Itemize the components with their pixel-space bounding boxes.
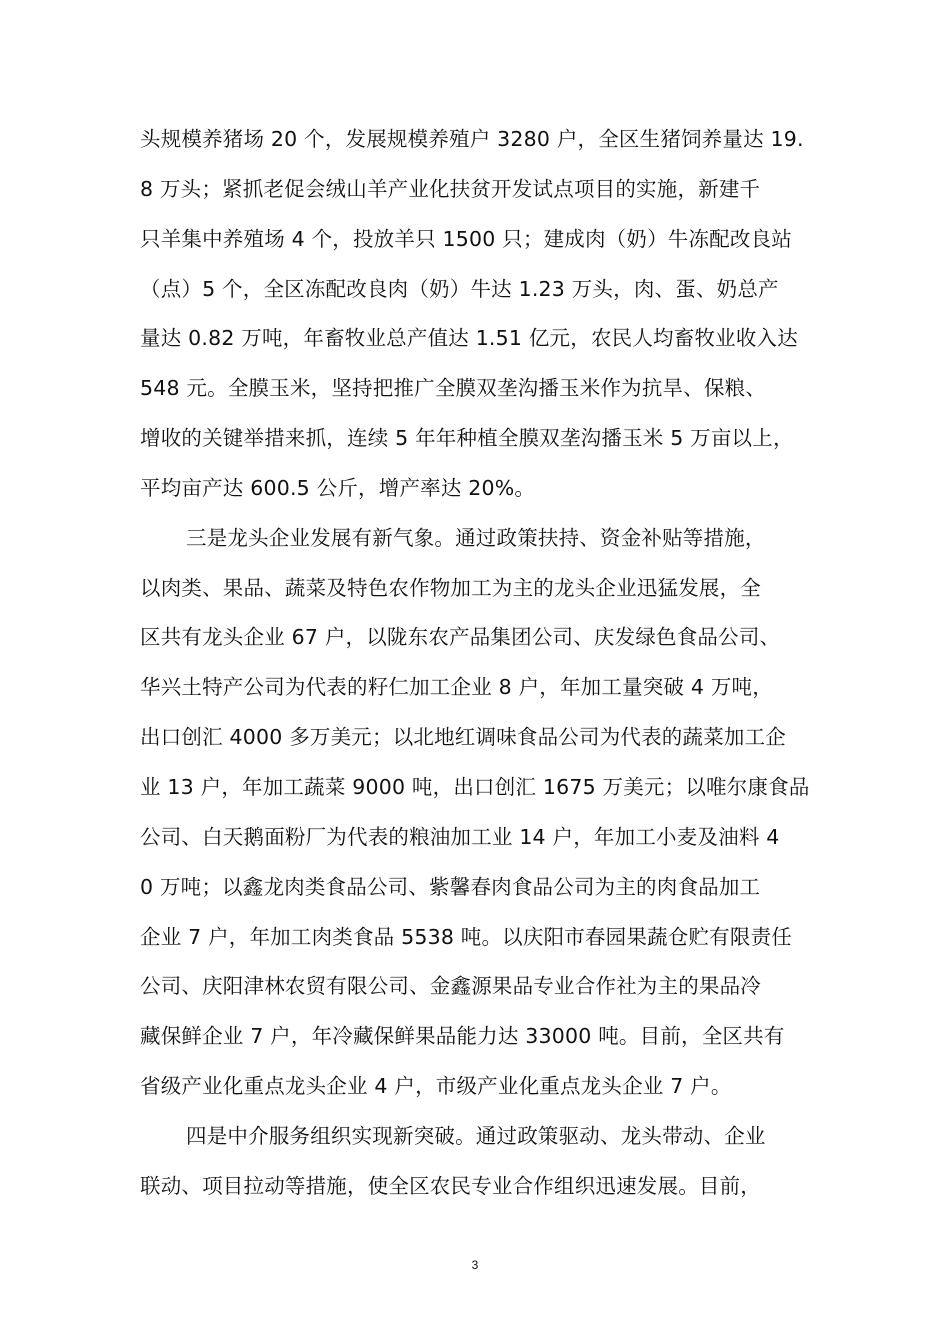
text-line: 公司、白天鹅面粉厂为代表的粮油加工业 14 户，年加工小麦及油料 4 (140, 825, 780, 849)
text-line: 区共有龙头企业 67 户，以陇东农产品集团公司、庆发绿色食品公司、 (140, 625, 781, 649)
text-line: 公司、庆阳津林农贸有限公司、金鑫源果品专业合作社为主的果品冷 (140, 974, 761, 998)
paragraph-start-line: 三是龙头企业发展有新气象。通过政策扶持、资金补贴等措施， (186, 526, 766, 550)
text-line: 藏保鲜企业 7 户，年冷藏保鲜果品能力达 33000 吨。目前，全区共有 (140, 1024, 785, 1048)
text-line: 增收的关键举措来抓，连续 5 年年种植全膜双垄沟播玉米 5 万亩以上， (140, 426, 794, 450)
text-line: 548 元。全膜玉米，坚持把推广全膜双垄沟播玉米作为抗旱、保粮、 (140, 376, 767, 400)
text-line: 出口创汇 4000 多万美元；以北地红调味食品公司为代表的蔬菜加工企 (140, 725, 787, 749)
text-line: 量达 0.82 万吨，年畜牧业总产值达 1.51 亿元，农民人均畜牧业收入达 (140, 326, 798, 350)
text-line: 0 万吨；以鑫龙肉类食品公司、紫馨春肉食品公司为主的肉食品加工 (140, 875, 761, 899)
text-line: 头规模养猪场 20 个，发展规模养殖户 3280 户，全区生猪饲养量达 19. (140, 127, 804, 151)
paragraph-start-line: 四是中介服务组织实现新突破。通过政策驱动、龙头带动、企业 (186, 1124, 766, 1148)
text-line: 企业 7 户，年加工肉类食品 5538 吨。以庆阳市春园果蔬仓贮有限责任 (140, 925, 792, 949)
text-line: （点）5 个，全区冻配改良肉（奶）牛达 1.23 万头，肉、蛋、奶总产 (140, 277, 779, 301)
page-number: 3 (471, 1258, 479, 1272)
text-line: 华兴土特产公司为代表的籽仁加工企业 8 户，年加工量突破 4 万吨， (140, 675, 773, 699)
text-line: 平均亩产达 600.5 公斤，增产率达 20%。 (140, 476, 536, 500)
text-line: 以肉类、果品、蔬菜及特色农作物加工为主的龙头企业迅猛发展，全 (140, 576, 761, 600)
text-line: 联动、项目拉动等措施，使全区农民专业合作组织迅速发展。目前， (140, 1174, 761, 1198)
text-line: 8 万头；紧抓老促会绒山羊产业化扶贫开发试点项目的实施，新建千 (140, 177, 761, 201)
text-line: 只羊集中养殖场 4 个，投放羊只 1500 只；建成肉（奶）牛冻配改良站 (140, 227, 792, 251)
text-line: 省级产业化重点龙头企业 4 户，市级产业化重点龙头企业 7 户。 (140, 1074, 732, 1098)
text-line: 业 13 户，年加工蔬菜 9000 吨，出口创汇 1675 万美元；以唯尔康食品 (140, 775, 810, 799)
